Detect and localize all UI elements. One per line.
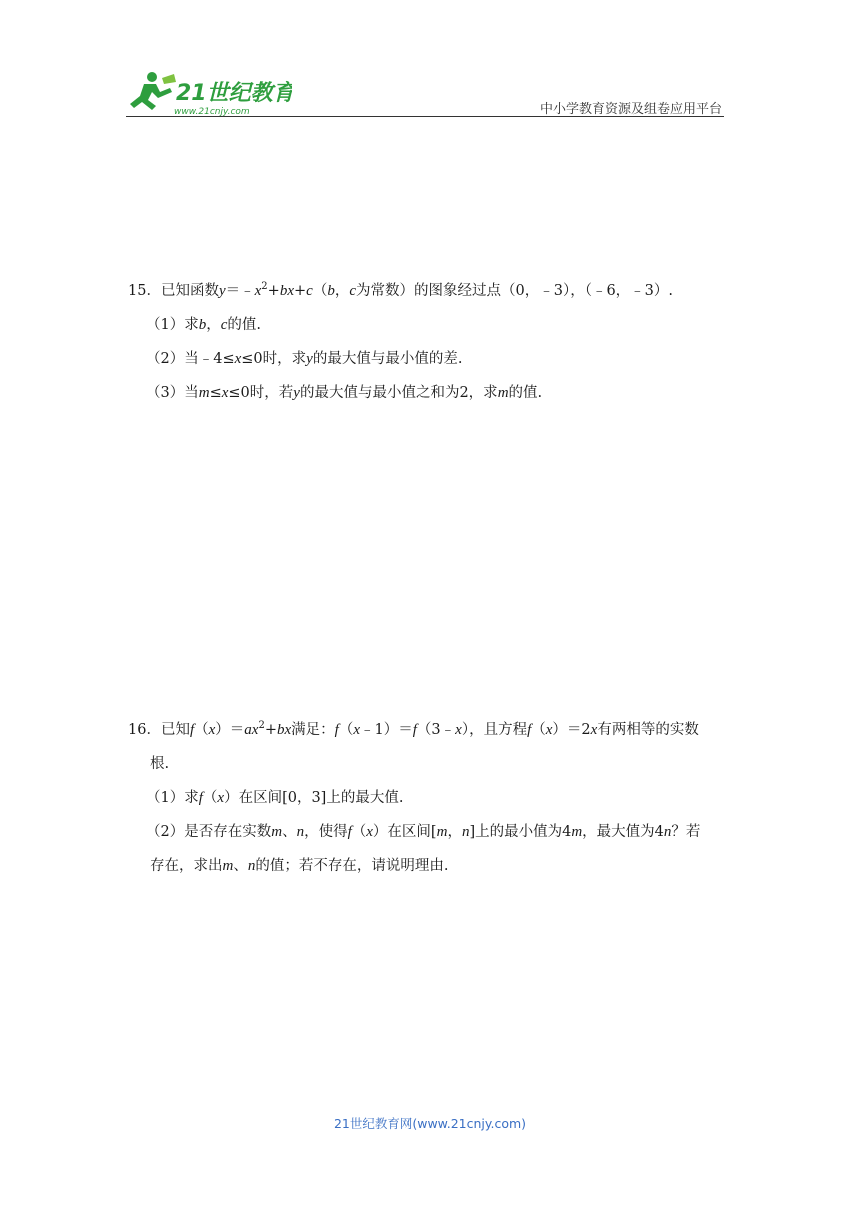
- site-logo: [122, 70, 292, 118]
- svg-text:21世纪教育: 21世纪教育: [176, 81, 292, 106]
- platform-name: 中小学教育资源及组卷应用平台: [539, 102, 722, 117]
- question-16-stem: 16．已知$f(x)=ax^2+bx$满足：f（x﹣1）＝f（3﹣x），且方程f（x）＝2x有两相等的实数: [128, 720, 699, 738]
- question-15-part-3: （3）当m≤x≤0时，若y的最大值与最小值之和为2，求m的值.: [146, 385, 543, 401]
- runner-icon: [130, 72, 176, 110]
- svg-text:www.21cnjy.com: www.21cnjy.com: [174, 107, 250, 117]
- footer-link[interactable]: 21世纪教育网(www.21cnjy.com): [333, 1116, 527, 1131]
- header-divider: [126, 116, 724, 117]
- question-16-part-1: （1）求f（x）在区间[0，3]上的最大值.: [146, 790, 404, 806]
- question-15-part-2: （2）当﹣4≤x≤0时，求y的最大值与最小值的差.: [146, 351, 463, 367]
- question-15: [128, 274, 740, 410]
- question-16: [128, 713, 740, 883]
- question-16-part-2: （2）是否存在实数m、n，使得f（x）在区间[m，n]上的最小值为4m，最大值为4n？若: [146, 824, 701, 840]
- question-15-part-1: （1）求b，c的值.: [146, 317, 262, 333]
- question-16-part-2-continued: 存在，求出m、n的值；若不存在，请说明理由.: [150, 858, 449, 874]
- question-15-stem: 15．已知函数$y=﹣x^2+bx+c(b$，c为常数）的图象经过点（0，﹣3），（﹣6，﹣3）.: [128, 281, 674, 299]
- question-16-stem-continued: 根.: [150, 756, 170, 772]
